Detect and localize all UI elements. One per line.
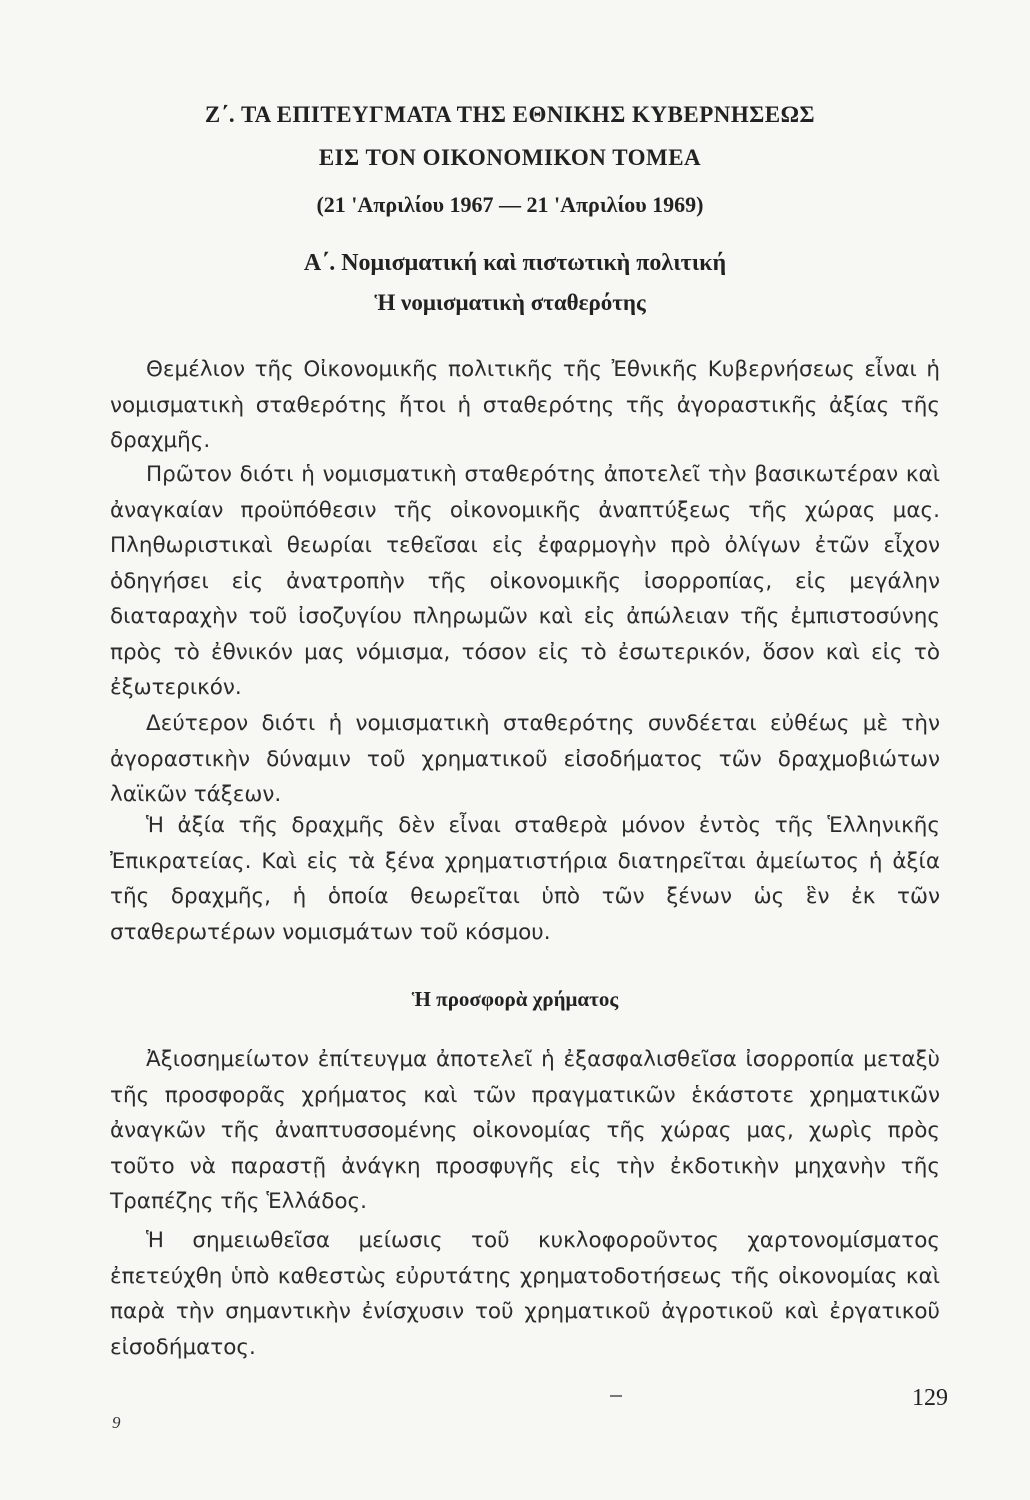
chapter-dates: (21 'Απριλίου 1967 — 21 'Απριλίου 1969) xyxy=(316,192,704,217)
paragraph xyxy=(110,706,940,813)
paragraph xyxy=(110,1042,940,1220)
section-heading-money-supply: Ἡ προσφορὰ χρήματος xyxy=(411,987,619,1011)
paragraph-text: Ἡ σημειωθεῖσα μείωσις τοῦ κυκλοφοροῦντος χαρτονομίσματος ἐπετεύχθη ὑπὸ καθεστὼς εὐρυτάτης χρηματοδοτήσεως τῆς οἰκονομίας καὶ παρὰ τὴν σημαντικὴν ἐνίσχυσιν τοῦ χρηματικοῦ ἀγροτικοῦ καὶ ἐργατικοῦ εἰσοδήματος. xyxy=(110,1228,940,1360)
paragraph-text: Ἀξιοσημείωτον ἐπίτευγμα ἀποτελεῖ ἡ ἐξασφαλισθεῖσα ἰσορροπία μεταξὺ τῆς προσφορᾶς χρήματος καὶ τῶν πραγματικῶν ἑκάστοτε χρηματικῶν ἀναγκῶν τῆς ἀναπτυσσομένης οἰκονομίας τῆς χώρας μας, χωρὶς πρὸς τοῦτο νὰ παραστῇ ἀνάγκη προσφυγῆς εἰς τὴν ἐκδοτικὴν μηχανὴν τῆς Τραπέζης τῆς Ἑλλάδος. xyxy=(110,1047,940,1214)
printer-mark xyxy=(610,1395,622,1397)
paragraph-text: Θεμέλιον τῆς Οἰκονομικῆς πολιτικῆς τῆς Ἐθνικῆς Κυβερνήσεως εἶναι ἡ νομισματικὴ σταθερότης ἤτοι ἡ σταθερότης τῆς ἀγοραστικῆς ἀξίας τῆς δραχμῆς. xyxy=(110,357,940,453)
paragraph-text: Ἡ ἀξία τῆς δραχμῆς δὲν εἶναι σταθερὰ μόνον ἐντὸς τῆς Ἑλληνικῆς Ἐπικρατείας. Καὶ εἰς τὰ ξένα χρηματιστήρια διατηρεῖται ἀμείωτος ἡ ἀξία τῆς δραχμῆς, ἡ ὁποία θεωρεῖται ὑπὸ τῶν ξένων ὡς ἓν ἐκ τῶν σταθερωτέρων νομισμάτων τοῦ κόσμου. xyxy=(110,813,940,945)
chapter-title-line-2: ΕΙΣ ΤΟΝ ΟΙΚΟΝΟΜΙΚΟΝ ΤΟΜΕΑ xyxy=(318,145,702,170)
paragraph xyxy=(110,808,940,950)
signature-mark: 9 xyxy=(112,1413,121,1432)
paragraph xyxy=(110,352,940,459)
paragraph-text: Πρῶτον διότι ἡ νομισματικὴ σταθερότης ἀποτελεῖ τὴν βασικωτέραν καὶ ἀναγκαίαν προϋπόθεσιν τῆς οἰκονομικῆς ἀναπτύξεως τῆς χώρας μας. Πληθωριστικαὶ θεωρίαι τεθεῖσαι εἰς ἐφαρμογὴν πρὸ ὀλίγων ἐτῶν εἶχον ὁδηγήσει εἰς ἀνατροπὴν τῆς οἰκονομικῆς ἰσορροπίας, εἰς μεγάλην διαταραχὴν τοῦ ἰσοζυγίου πληρωμῶν καὶ εἰς ἀπώλειαν τῆς ἐμπιστοσύνης πρὸς τὸ ἐθνικόν μας νόμισμα, τόσον εἰς τὸ ἐσωτερικόν, ὅσον καὶ εἰς τὸ ἐξωτερικόν. xyxy=(110,462,940,700)
paragraph-text: Δεύτερον διότι ἡ νομισματικὴ σταθερότης συνδέεται εὐθέως μὲ τὴν ἀγοραστικὴν δύναμιν τοῦ χρηματικοῦ εἰσοδήματος τῶν δραχμοβιώτων λαϊκῶν τάξεων. xyxy=(110,711,940,807)
section-title: Α΄. Νομισματική καὶ πιστωτικὴ πολιτική xyxy=(303,250,727,276)
paragraph xyxy=(110,1223,940,1365)
page-number: 129 xyxy=(912,1385,948,1411)
paragraph xyxy=(110,457,940,706)
chapter-title-line-1: Ζ΄. ΤΑ ΕΠΙΤΕΥΓΜΑΤΑ ΤΗΣ ΕΘΝΙΚΗΣ ΚΥΒΕΡΝΗΣΕΩΣ xyxy=(204,102,816,127)
subsection-title: Ἡ νομισματικὴ σταθερότης xyxy=(374,290,646,315)
